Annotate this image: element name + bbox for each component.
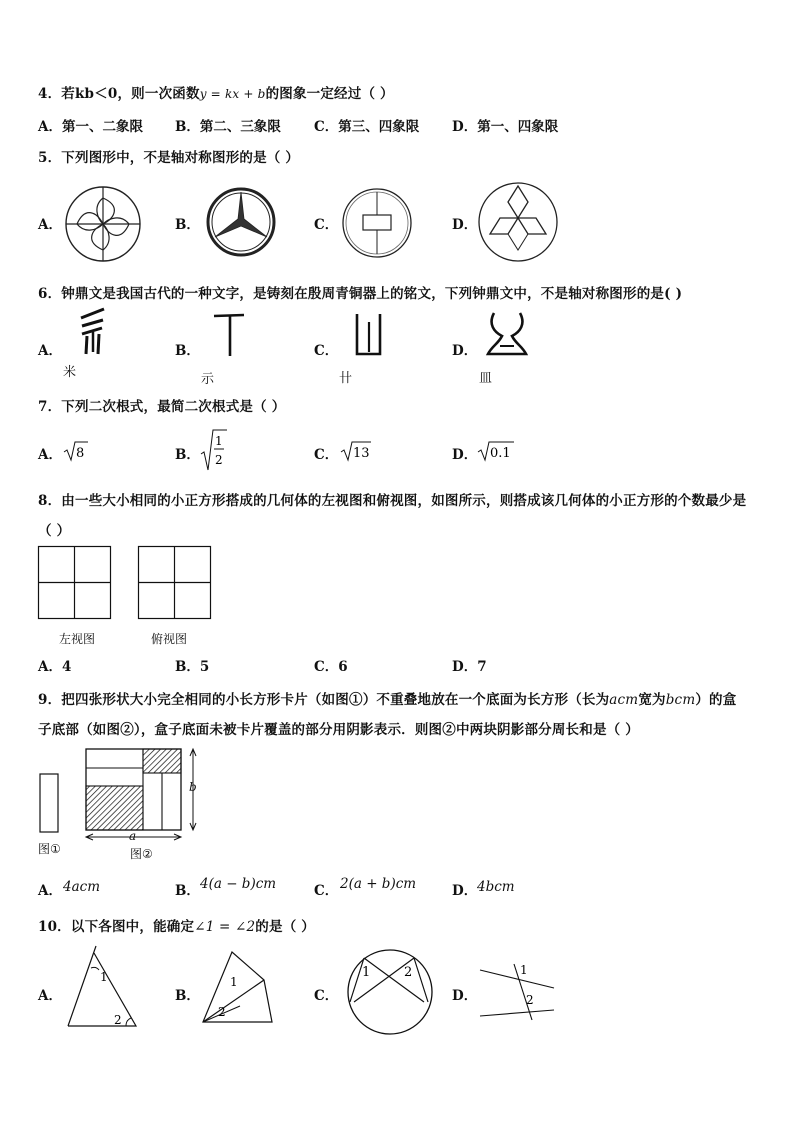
fig2-box-with-cards (84, 746, 210, 844)
q8-option-c: C．6 (314, 659, 348, 675)
q4-option-d: D．第一、四象限 (452, 119, 559, 135)
q10-label-a: A． (38, 988, 62, 1004)
q6-caption-a: 米 (63, 365, 77, 380)
q9-value-b: 4(a − b)cm (200, 876, 277, 892)
fig1-small-rectangle (38, 768, 62, 834)
q4-formula: y = kx + b (199, 87, 266, 101)
coin-square-hole-figure (340, 186, 414, 260)
q7-numerator-1: 1 (215, 434, 223, 448)
q7-sqrt-0-1 (477, 440, 515, 462)
q7-radicand-0-1: 0.1 (490, 446, 511, 461)
three-diamond-logo-figure (476, 180, 560, 264)
q10-stem-suffix: 的是（ ） (255, 919, 315, 935)
q10b-angle-2: 2 (218, 1005, 226, 1019)
q5-stem: 5．下列图形中，不是轴对称图形的是（ ） (38, 150, 300, 166)
q4-stem-prefix: 4．若kb＜0，则一次函数 (38, 86, 200, 102)
q9-value-d: 4bcm (477, 879, 515, 895)
fig2-caption: 图② (130, 847, 153, 861)
q7-sqrt-8 (63, 440, 89, 462)
bronze-script-twenty-glyph (352, 312, 384, 358)
q8-option-a: A．4 (38, 659, 72, 675)
q10-figure-c-circle (344, 944, 436, 1036)
fig1-caption: 图① (38, 842, 61, 856)
pinwheel-circle-figure (63, 184, 143, 264)
q9-label-c: C． (314, 883, 339, 899)
q5-label-d: D． (452, 217, 478, 233)
q7-radicand-8: 8 (76, 446, 85, 461)
q9-line1-part-c: ）的盒 (695, 692, 737, 708)
q10d-angle-1: 1 (520, 963, 528, 977)
q6-stem: 6．钟鼎文是我国古代的一种文字，是铸刻在殷周青铜器上的铭文，下列钟鼎文中，不是轴对称图形的是( ) (38, 286, 683, 302)
q10-figure-b-quadrilateral (200, 950, 278, 1028)
q9-label-a: A． (38, 883, 62, 899)
q9-label-b: B． (175, 883, 200, 899)
bronze-script-rice-glyph (78, 306, 108, 356)
q7-stem: 7．下列二次根式，最简二次根式是（ ） (38, 399, 286, 415)
q10c-angle-1: 1 (362, 965, 371, 980)
q7-denominator-2: 2 (215, 453, 223, 467)
q5-label-c: C． (314, 217, 339, 233)
q7-radicand-13: 13 (353, 446, 370, 461)
q8-option-d: D．7 (452, 659, 487, 675)
q10-label-d: D． (452, 988, 478, 1004)
q9-stem-line2: 子底部（如图②），盒子底面未被卡片覆盖的部分用阴影表示．则图②中两块阴影部分周长和是（ ） (38, 722, 639, 738)
q10c-angle-2: 2 (404, 965, 413, 980)
q9-line1-bcm: bcm (665, 692, 696, 708)
q10b-angle-1: 1 (230, 975, 238, 989)
q10-formula: ∠1 = ∠2 (194, 919, 256, 935)
left-view-caption: 左视图 (59, 632, 96, 646)
q6-label-b: B． (175, 343, 200, 359)
fig2-dimension-a: a (129, 829, 137, 843)
q4-stem-suffix: 的图象一定经过（ ） (265, 86, 394, 102)
q7-label-b: B． (175, 447, 200, 463)
q7-sqrt-13 (340, 440, 372, 462)
q9-value-a: 4acm (63, 879, 100, 895)
q6-label-d: D． (452, 343, 478, 359)
top-view-caption: 俯视图 (151, 632, 188, 646)
q10a-angle-1: 1 (100, 970, 108, 984)
q9-line1-acm: acm (609, 692, 639, 708)
q10-label-c: C． (314, 988, 339, 1004)
bronze-script-show-glyph (212, 312, 246, 358)
q5-label-b: B． (175, 217, 200, 233)
q8-stem-line1: 8．由一些大小相同的小正方形搭成的几何体的左视图和俯视图，如图所示，则搭成该几何体的小正方形的个数最少是 (38, 493, 747, 509)
left-view-grid (38, 546, 112, 620)
q7-sqrt-half (200, 428, 228, 472)
q10-figure-d-lines (478, 958, 556, 1024)
q9-stem-line1 (38, 688, 736, 708)
q5-label-a: A． (38, 217, 62, 233)
q10a-angle-2: 2 (114, 1013, 122, 1027)
q6-caption-c: 卄 (339, 371, 353, 386)
q7-label-c: C． (314, 447, 339, 463)
q4-stem (38, 82, 394, 102)
top-view-grid (138, 546, 212, 620)
fig2-dimension-b: b (189, 780, 197, 794)
q4-option-a: A．第一、二象限 (38, 119, 143, 135)
q4-option-b: B．第二、三象限 (175, 119, 281, 135)
q9-line1-part-a: 9．把四张形状大小完全相同的小长方形卡片（如图①）不重叠地放在一个底面为长方形（长为 (38, 692, 610, 708)
bronze-script-vessel-glyph (486, 310, 528, 360)
q6-caption-d: 皿 (479, 371, 493, 386)
q8-stem-line2: （ ） (38, 523, 71, 539)
q10-stem (38, 915, 315, 935)
q8-option-b: B．5 (175, 659, 210, 675)
q7-label-a: A． (38, 447, 62, 463)
q9-value-c: 2(a + b)cm (340, 876, 417, 892)
q9-line1-part-b: 宽为 (638, 692, 666, 708)
q7-label-d: D． (452, 447, 478, 463)
q9-label-d: D． (452, 883, 478, 899)
q10-label-b: B． (175, 988, 200, 1004)
q10-figure-a-triangle (64, 944, 140, 1030)
q6-label-c: C． (314, 343, 339, 359)
q10-stem-prefix: 10．以下各图中，能确定 (38, 919, 195, 935)
q10d-angle-2: 2 (526, 993, 534, 1007)
q6-caption-b: 示 (201, 372, 215, 387)
q6-label-a: A． (38, 343, 62, 359)
q4-option-c: C．第三、四象限 (314, 119, 420, 135)
three-point-star-figure (205, 186, 277, 258)
